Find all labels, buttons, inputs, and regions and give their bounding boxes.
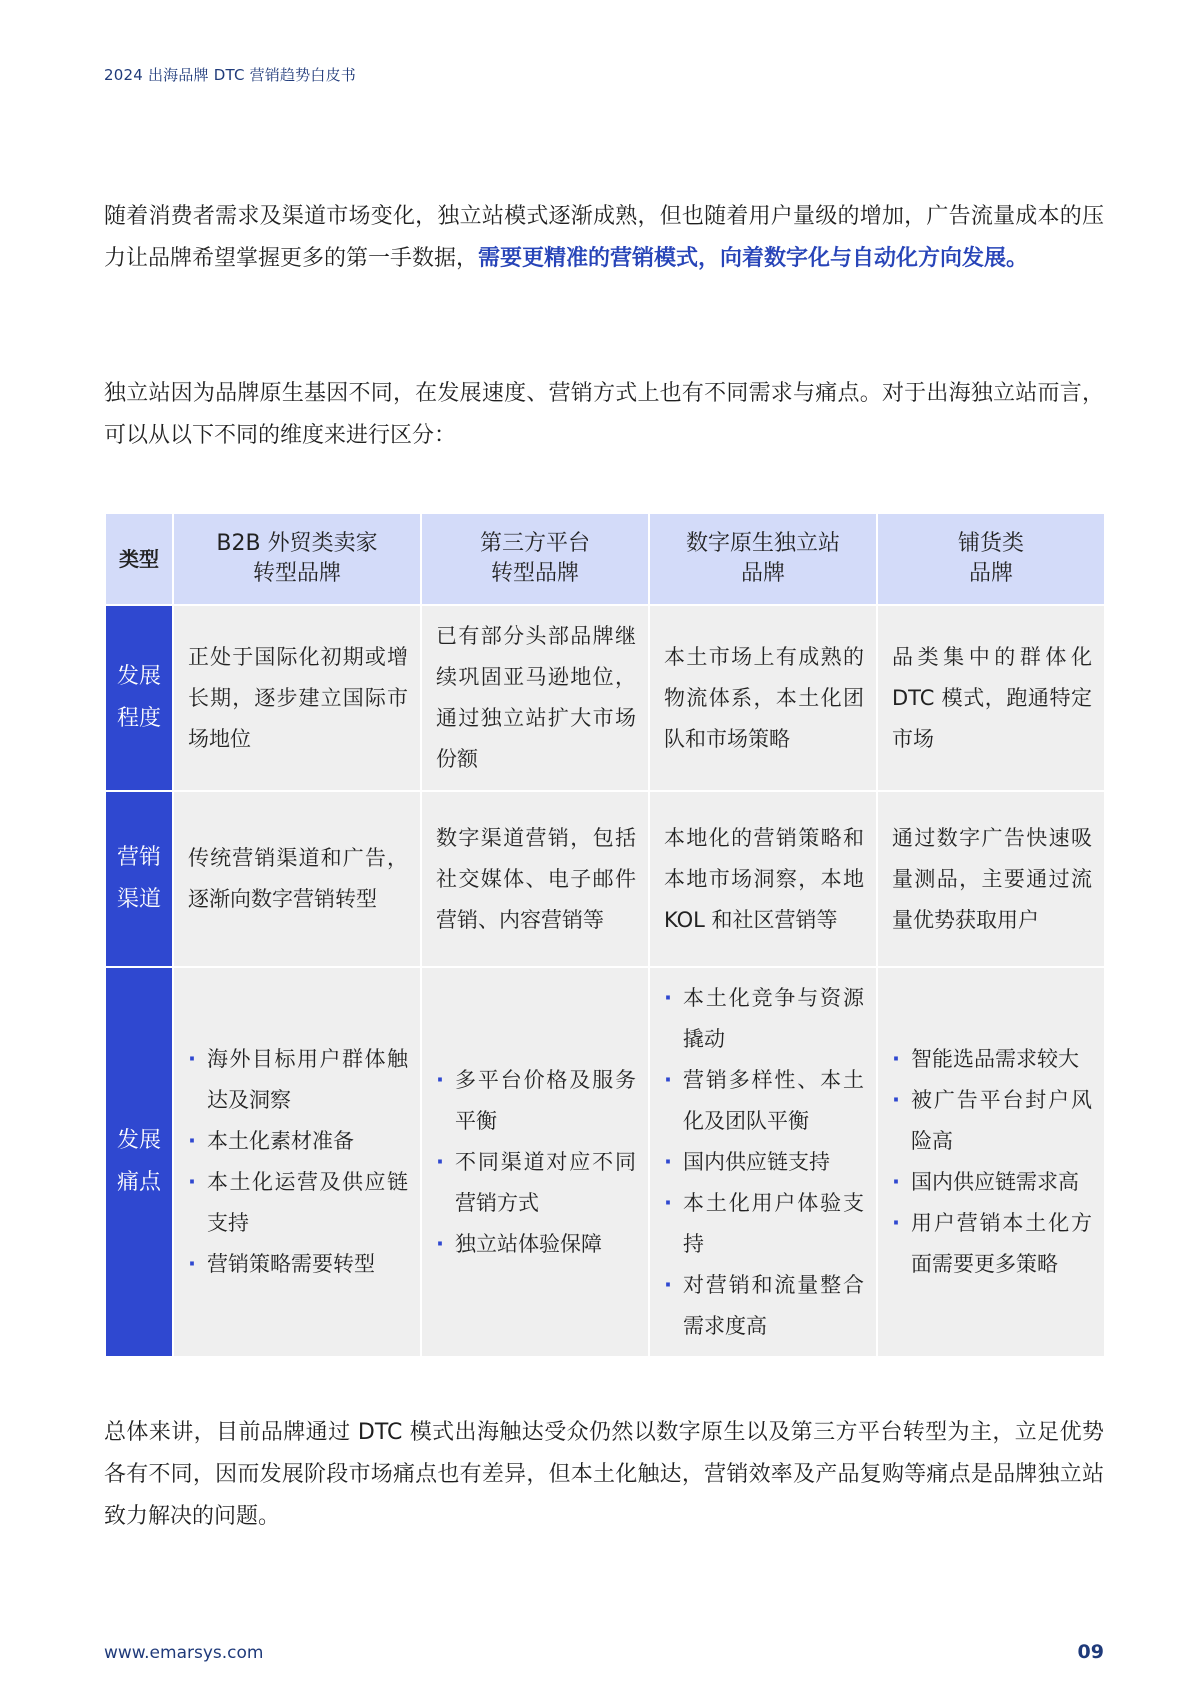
table-cell <box>173 967 421 1357</box>
row-label-line1: 发展 <box>116 1128 161 1153</box>
list-item: · 营销多样性、本土化及团队平衡 <box>664 1060 864 1142</box>
intro-text: 随着消费者需求及渠道市场变化，独立站模式逐渐成熟，但也随着用户量级的增加，广告流量成本的压力让品牌希望掌握更多的第一手数据， <box>104 204 1104 271</box>
column-header-line1: 数字原生独立站 <box>685 531 840 556</box>
type-header: 类型 <box>105 513 173 605</box>
table-cell: 品类集中的群体化 DTC 模式，跑通特定市场 <box>877 605 1105 791</box>
table-cell: 本土市场上有成熟的物流体系，本土化团队和市场策略 <box>649 605 877 791</box>
list-item: · 智能选品需求较大 <box>892 1039 1092 1080</box>
row-label-line2: 痛点 <box>116 1170 161 1195</box>
list-item: · 海外目标用户群体触达及洞察 <box>188 1039 408 1121</box>
row-label-line2: 程度 <box>116 706 161 731</box>
table-row-pain-points <box>105 967 1105 1357</box>
row-label-line1: 发展 <box>116 664 161 689</box>
column-header-line1: 第三方平台 <box>479 531 590 556</box>
table-cell: 本地化的营销策略和本地市场洞察，本地 KOL 和社区营销等 <box>649 791 877 967</box>
list-item: · 对营销和流量整合需求度高 <box>664 1265 864 1347</box>
row-label <box>105 605 173 791</box>
summary-paragraph: 总体来讲，目前品牌通过 DTC 模式出海触达受众仍然以数字原生以及第三方平台转型为主，立足优势各有不同，因而发展阶段市场痛点也有差异，但本土化触达，营销效率及产品复购等痛点是品牌独立站致力解决的问题。 <box>104 1420 1104 1529</box>
column-header-line1: B2B 外贸类卖家 <box>216 531 378 556</box>
table-row-channels <box>105 791 1105 967</box>
intro-paragraph-2: 独立站因为品牌原生基因不同，在发展速度、营销方式上也有不同需求与痛点。对于出海独立站而言，可以从以下不同的维度来进行区分： <box>104 381 1104 448</box>
column-header-line2: 转型品牌 <box>490 561 579 586</box>
list-item: · 国内供应链支持 <box>664 1142 864 1183</box>
list-item: · 独立站体验保障 <box>436 1224 636 1265</box>
row-label <box>105 967 173 1357</box>
row-label <box>105 791 173 967</box>
list-item: · 本土化用户体验支持 <box>664 1183 864 1265</box>
table-cell: 数字渠道营销，包括社交媒体、电子邮件营销、内容营销等 <box>421 791 649 967</box>
list-item: · 被广告平台封户风险高 <box>892 1080 1092 1162</box>
column-header <box>173 513 421 605</box>
column-header-line2: 品牌 <box>968 561 1013 586</box>
column-header <box>877 513 1105 605</box>
table-cell: 正处于国际化初期或增长期，逐步建立国际市场地位 <box>173 605 421 791</box>
table-cell <box>421 967 649 1357</box>
list-item: · 本土化素材准备 <box>188 1121 408 1162</box>
bullet-list <box>664 978 864 1347</box>
list-item: · 多平台价格及服务平衡 <box>436 1060 636 1142</box>
column-header-line2: 品牌 <box>740 561 785 586</box>
table-cell: 传统营销渠道和广告，逐渐向数字营销转型 <box>173 791 421 967</box>
comparison-table <box>104 512 1106 1358</box>
table-cell <box>877 967 1105 1357</box>
column-header <box>421 513 649 605</box>
column-header-line2: 转型品牌 <box>252 561 341 586</box>
bullet-list <box>892 1039 1092 1285</box>
table-row-development <box>105 605 1105 791</box>
intro-paragraph-1 <box>104 196 1104 280</box>
document-header-title: 2024 出海品牌 DTC 营销趋势白皮书 <box>104 66 356 84</box>
bullet-list <box>188 1039 408 1285</box>
list-item: · 本土化竞争与资源撬动 <box>664 978 864 1060</box>
column-header-line1: 铺货类 <box>957 531 1024 556</box>
page-number: 09 <box>1077 1641 1104 1663</box>
table-header-row <box>105 513 1105 605</box>
column-header <box>649 513 877 605</box>
list-item: · 不同渠道对应不同营销方式 <box>436 1142 636 1224</box>
row-label-line1: 营销 <box>116 845 161 870</box>
table-cell: 已有部分头部品牌继续巩固亚马逊地位，通过独立站扩大市场份额 <box>421 605 649 791</box>
list-item: · 本土化运营及供应链支持 <box>188 1162 408 1244</box>
table-cell <box>649 967 877 1357</box>
list-item: · 国内供应链需求高 <box>892 1162 1092 1203</box>
footer-website-link[interactable]: www.emarsys.com <box>104 1643 264 1663</box>
list-item: · 营销策略需要转型 <box>188 1244 408 1285</box>
bullet-list <box>436 1060 636 1265</box>
list-item: · 用户营销本土化方面需要更多策略 <box>892 1203 1092 1285</box>
row-label-line2: 渠道 <box>116 887 161 912</box>
table-cell: 通过数字广告快速吸量测品，主要通过流量优势获取用户 <box>877 791 1105 967</box>
intro-highlight: 需要更精准的营销模式，向着数字化与自动化方向发展。 <box>478 246 1029 271</box>
